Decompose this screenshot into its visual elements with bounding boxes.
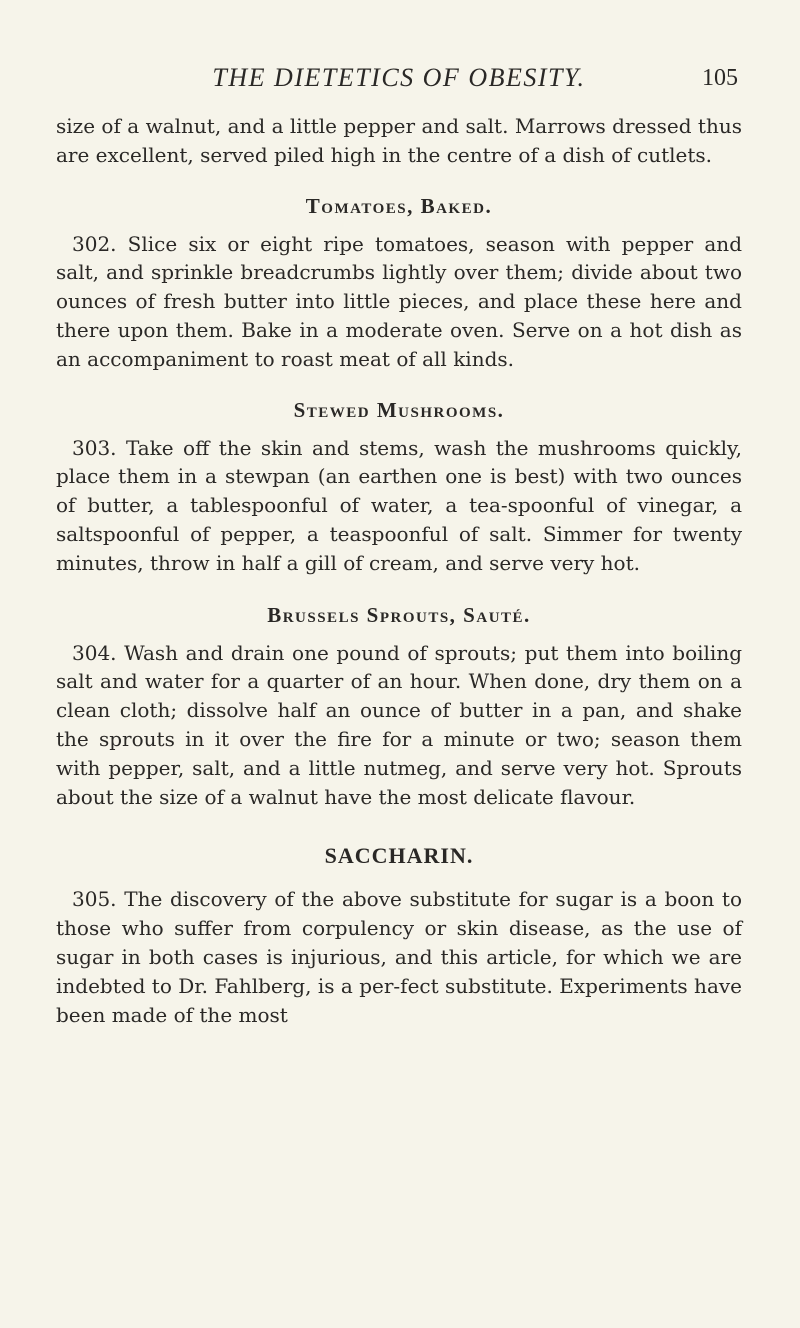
recipe-title-tomatoes: Tomatoes, Baked. [305, 193, 493, 218]
page-body [56, 112, 742, 1029]
recipe-text-tomatoes: 302. Slice six or eight ripe tomatoes, season with pepper and salt, and sprinkle breadcrumbs lightly over them; divide about two ounces of fresh butter into little pieces, and place these here and there upon them. Bake in a moderate oven. Serve on a hot dish as an accompaniment to roast meat of all kinds. [56, 231, 742, 371]
recipe-title-mushrooms: Stewed Mushrooms. [293, 397, 505, 422]
recipe-text-mushrooms: 303. Take off the skin and stems, wash the mushrooms quickly, place them in a stewpan (an earthen one is best) with two ounces of butter, a tablespoonful of water, a tea-spoonful of vinegar, a saltspoonful of pepper, a teaspoonful of salt. Simmer for twenty minutes, throw in half a gill of cream, and serve very hot. [56, 435, 742, 575]
page-number: 105 [702, 65, 738, 91]
section-text-saccharin: 305. The discovery of the above substitute for sugar is a boon to those who suffer from corpulency or skin disease, as the use of sugar in both cases is injurious, and this article, for which we are indebted to Dr. Fahlberg, is a per-fect substitute. Experiments have been made of the most [56, 887, 742, 1027]
intro-paragraph: size of a walnut, and a little pepper and salt. Marrows dressed thus are excellent, served piled high in the centre of a dish of cutlets. [56, 114, 742, 167]
running-title: THE DIETETICS OF OBESITY. [212, 63, 586, 92]
section-title-saccharin: SACCHARIN. [324, 843, 474, 869]
recipe-title-brussels-sprouts: Brussels Sprouts, Sauté. [267, 602, 531, 627]
page-header [60, 60, 738, 96]
recipe-text-brussels-sprouts: 304. Wash and drain one pound of sprouts; put them into boiling salt and water for a quarter of an hour. When done, dry them on a clean cloth; dissolve half an ounce of butter in a pan, and shake the sprouts in it over the fire for a minute or two; season them with pepper, salt, and a little nutmeg, and serve very hot. Sprouts about the size of a walnut have the most delicate flavour. [56, 640, 742, 809]
